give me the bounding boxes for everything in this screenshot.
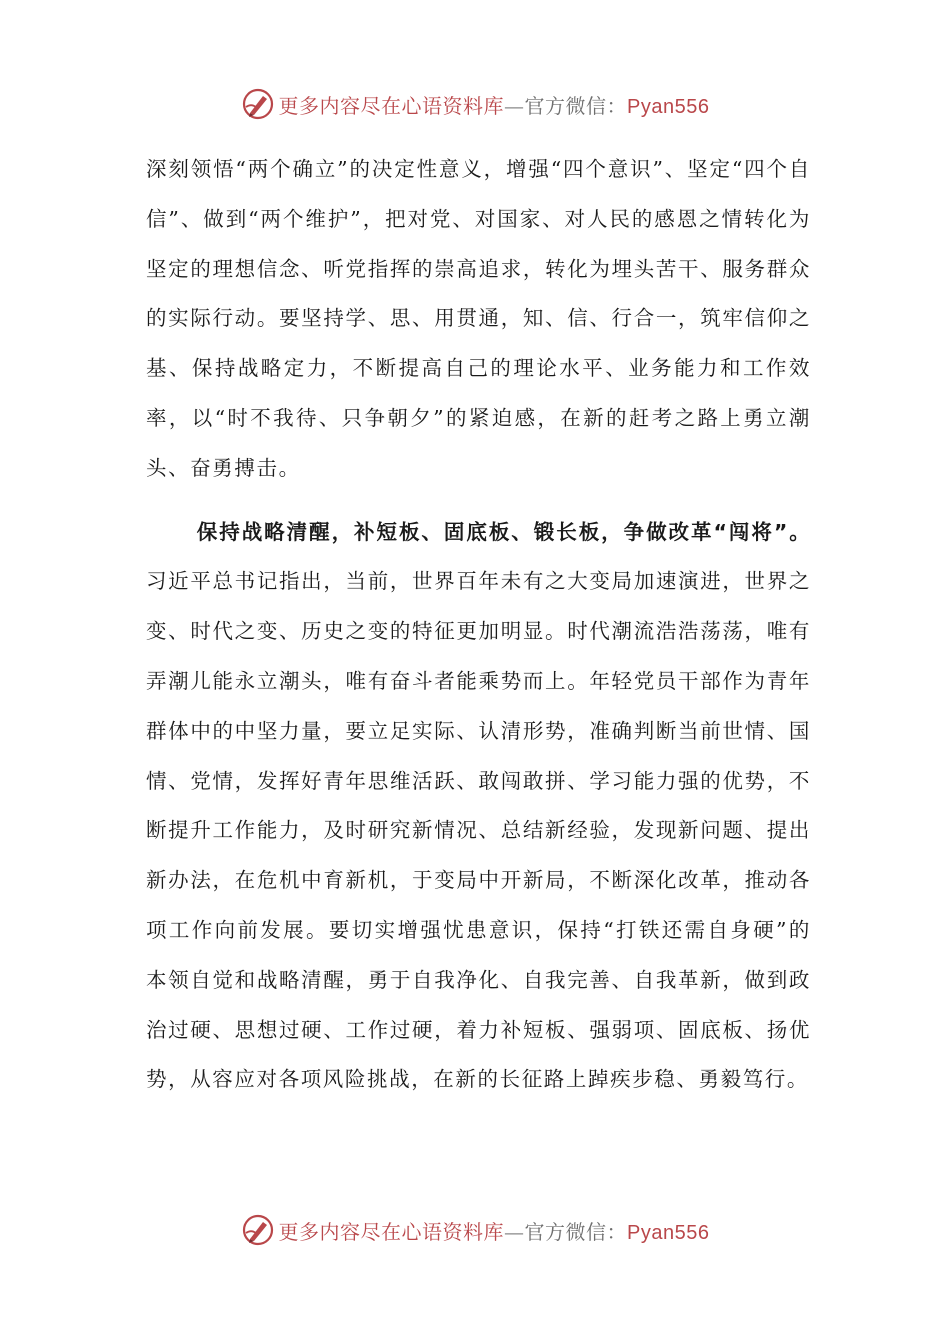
banner-middle: 官方微信： — [524, 1219, 628, 1244]
banner-dash: — — [504, 1219, 525, 1244]
banner-wechat-id: Pyan556 — [627, 95, 710, 118]
paragraph-2-lead: 保持战略清醒，补短板、固底板、锻长板，争做改革“闯将”。 — [196, 519, 811, 544]
pen-logo-icon — [241, 1213, 275, 1247]
banner-text — [279, 1216, 710, 1245]
footer-banner — [0, 1210, 950, 1250]
document-body — [146, 145, 811, 1105]
banner-prefix: 更多内容尽在心语资料库 — [278, 93, 505, 118]
paragraph-2 — [146, 508, 811, 1106]
paragraph-2-body: 习近平总书记指出，当前，世界百年未有之大变局加速演进，世界之变、时代之变、历史之变的特征更加明显。时代潮流浩浩荡荡，唯有弄潮儿能永立潮头，唯有奋斗者能乘势而上。年轻党员干部作为青年群体中的中坚力量，要立足实际、认清形势，准确判断当前世情、国情、党情，发挥好青年思维活跃、敢闯敢拼、学习能力强的优势，不断提升工作能力，及时研究新情况、总结新经验，发现新问题、提出新办法，在危机中育新机，于变局中开新局，不断深化改革，推动各项工作向前发展。要切实增强忧患意识，保持“打铁还需自身硬”的本领自觉和战略清醒，勇于自我净化、自我完善、自我革新，做到政治过硬、思想过硬、工作过硬，着力补短板、强弱项、固底板、扬优势，从容应对各项风险挑战，在新的长征路上踔疾步稳、勇毅笃行。 — [146, 569, 811, 1092]
header-banner — [0, 84, 950, 124]
banner-wechat-id: Pyan556 — [627, 1221, 710, 1244]
banner-dash: — — [504, 93, 525, 118]
banner-prefix: 更多内容尽在心语资料库 — [278, 1219, 505, 1244]
paragraph-1: 深刻领悟“两个确立”的决定性意义，增强“四个意识”、坚定“四个自信”、做到“两个维护”，把对党、对国家、对人民的感恩之情转化为坚定的理想信念、听党指挥的崇高追求，转化为埋头苦干、服务群众的实际行动。要坚持学、思、用贯通，知、信、行合一，筑牢信仰之基、保持战略定力，不断提高自己的理论水平、业务能力和工作效率，以“时不我待、只争朝夕”的紧迫感，在新的赶考之路上勇立潮头、奋勇搏击。 — [146, 157, 811, 480]
pen-logo-icon — [241, 87, 275, 121]
banner-text — [279, 90, 710, 119]
banner-middle: 官方微信： — [524, 93, 628, 118]
